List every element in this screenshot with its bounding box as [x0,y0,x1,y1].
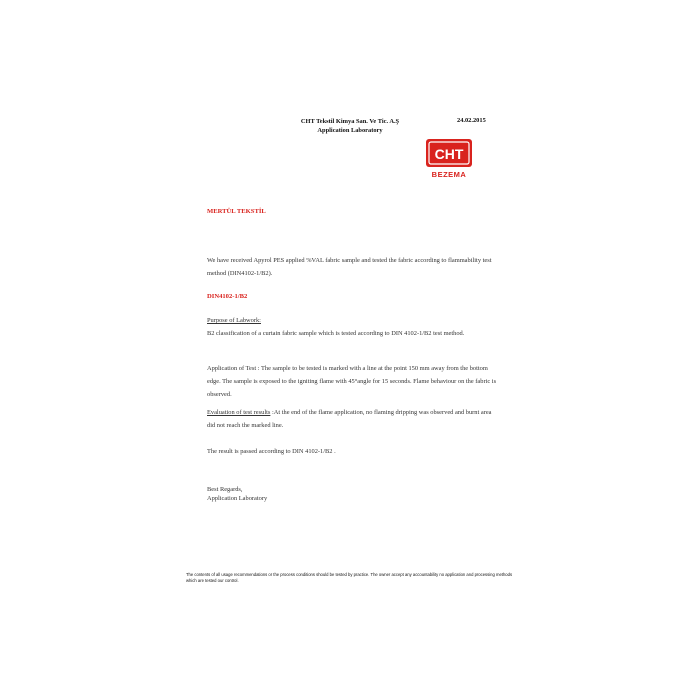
evaluation-section [207,406,497,432]
evaluation-text: :At the end of the flame application, no flaming dripping was observed and burnt area did not reach the marked line. [207,409,492,429]
document-date: 24.02.2015 [457,117,486,124]
company-name: CHT Tekstil Kimya San. Ve Tic. A.Ş [300,118,400,125]
recipient-name: MERTÜL TEKSTİL [207,208,266,215]
letterhead [280,117,420,135]
footer-disclaimer: The contents of all usage recommendations or the process conditions should be tested by practice. The owner accept any accountability no application and processing methods which are tested our control. [186,572,513,583]
application-heading: Application of Test [207,365,257,372]
evaluation-heading: Evaluation of test results [207,409,271,416]
logo-name: BEZEMA [431,170,467,179]
closing-greeting: Best Regards, [207,486,243,493]
application-text: : The sample to be tested is marked with a line at the point 150 mm away from the bottom edge. The sample is exposed to the igniting flame with 45°angle for 15 seconds. Flame behaviour on the fabric is observed. [207,365,497,398]
standard-heading: DIN4102-1/B2 [207,293,248,300]
closing-block [207,485,267,503]
closing-signature: Application Laboratory [207,495,268,502]
purpose-section [207,314,497,340]
result-paragraph: The result is passed according to DIN 4102-1/B2 . [207,448,336,455]
cht-bezema-logo [420,137,480,181]
logo-mark: CHT [434,146,464,162]
purpose-heading: Purpose of Labwork: [207,317,261,324]
purpose-text: B2 classification of a curtain fabric sample which is tested according to DIN 4102-1/B2 test method. [207,330,465,337]
application-section [207,362,497,401]
department-name: Application Laboratory [317,127,383,134]
intro-paragraph: We have received Apyrol PES applied %VAL fabric sample and tested the fabric according to flammability test method (DIN4102-1/B2). [207,257,492,277]
